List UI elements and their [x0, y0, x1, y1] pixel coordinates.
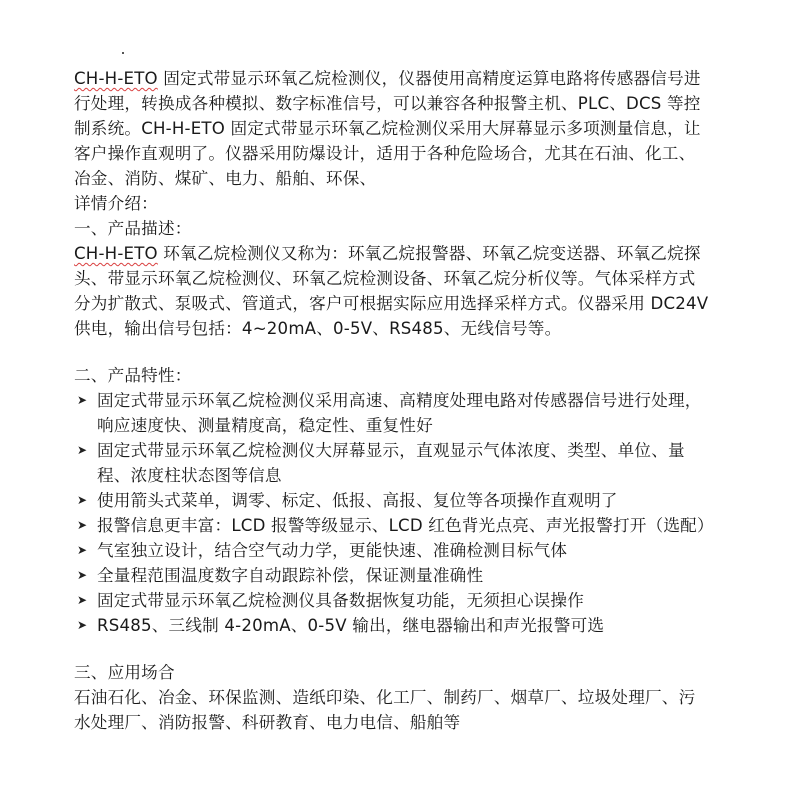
feature-item — [74, 488, 710, 513]
details-label: 详情介绍： — [74, 194, 158, 213]
feature-item — [74, 438, 710, 488]
intro-text-1: 固定式带显示环氧乙烷检测仪，仪器使用高精度运算电路将传感器信号进行处理，转换成各种模拟、数字标准信号，可以兼容各种报警主机、PLC、DCS 等控制系统。 — [74, 69, 701, 138]
feature-text: 报警信息更丰富：LCD 报警等级显示、LCD 红色背光点亮、声光报警打开（选配） — [97, 516, 714, 535]
feature-text: 固定式带显示环氧乙烷检测仪采用高速、高精度处理电路对传感器信号进行处理，响应速度快、测量精度高，稳定性、重复性好 — [97, 391, 702, 435]
model-name: CH-H-ETO — [74, 69, 158, 88]
arrowhead-bullet-icon: ➤ — [77, 443, 88, 457]
arrowhead-bullet-icon: ➤ — [77, 593, 88, 607]
section3-title: 三、应用场合 — [74, 663, 175, 682]
arrowhead-bullet-icon: ➤ — [77, 568, 88, 582]
feature-text: 固定式带显示环氧乙烷检测仪大屏幕显示，直观显示气体浓度、类型、单位、量程、浓度柱状态图等信息 — [97, 441, 685, 485]
arrowhead-bullet-icon: ➤ — [77, 493, 88, 507]
section2-title: 二、产品特性： — [74, 366, 192, 385]
feature-text: 使用箭头式菜单，调零、标定、低报、高报、复位等各项操作直观明了 — [97, 491, 618, 510]
feature-text: 气室独立设计，结合空气动力学，更能快速、准确检测目标气体 — [97, 541, 568, 560]
feature-text: RS485、三线制 4-20mA、0-5V 输出，继电器输出和声光报警可选 — [97, 616, 605, 635]
arrowhead-bullet-icon: ➤ — [77, 618, 88, 632]
document-body — [74, 66, 714, 735]
feature-item — [74, 538, 710, 563]
feature-list — [74, 388, 714, 638]
feature-item — [74, 388, 710, 438]
feature-item — [74, 613, 710, 638]
intro-text-2: 固定式带显示环氧乙烷检测仪采用大屏幕显示多项测量信息，让客户操作直观明了。仪器采用防爆设计，适用于各种危险场合，尤其在石油、化工、冶金、消防、煤矿、电力、船舶、环保、 — [74, 119, 701, 188]
section1-model: CH-H-ETO — [74, 244, 158, 263]
arrowhead-bullet-icon: ➤ — [77, 393, 88, 407]
feature-text: 全量程范围温度数字自动跟踪补偿，保证测量准确性 — [97, 566, 484, 585]
section1-title: 一、产品描述： — [74, 219, 192, 238]
intro-paragraph — [74, 66, 710, 191]
feature-item — [74, 513, 714, 538]
feature-item — [74, 563, 710, 588]
feature-item — [74, 588, 710, 613]
arrowhead-bullet-icon: ➤ — [77, 543, 88, 557]
section3-paragraph: 石油石化、冶金、环保监测、造纸印染、化工厂、制药厂、烟草厂、垃圾处理厂、污水处理厂、消防报警、科研教育、电力电信、船舶等 — [74, 688, 696, 732]
section1-paragraph — [74, 241, 710, 341]
feature-text: 固定式带显示环氧乙烷检测仪具备数据恢复功能，无须担心误操作 — [97, 591, 585, 610]
model-name-2: CH-H-ETO — [141, 119, 225, 138]
stray-dot — [122, 52, 124, 54]
arrowhead-bullet-icon: ➤ — [77, 518, 88, 532]
section1-text: 环氧乙烷检测仪又称为：环氧乙烷报警器、环氧乙烷变送器、环氧乙烷探头、带显示环氧乙烷检测仪、环氧乙烷检测设备、环氧乙烷分析仪等。气体采样方式分为扩散式、泵吸式、管道式，客户可根据实际应用选择采样方式。仪器采用 DC24V 供电，输出信号包括：4~20mA、0-5V、RS485、无线信号等。 — [74, 244, 709, 338]
